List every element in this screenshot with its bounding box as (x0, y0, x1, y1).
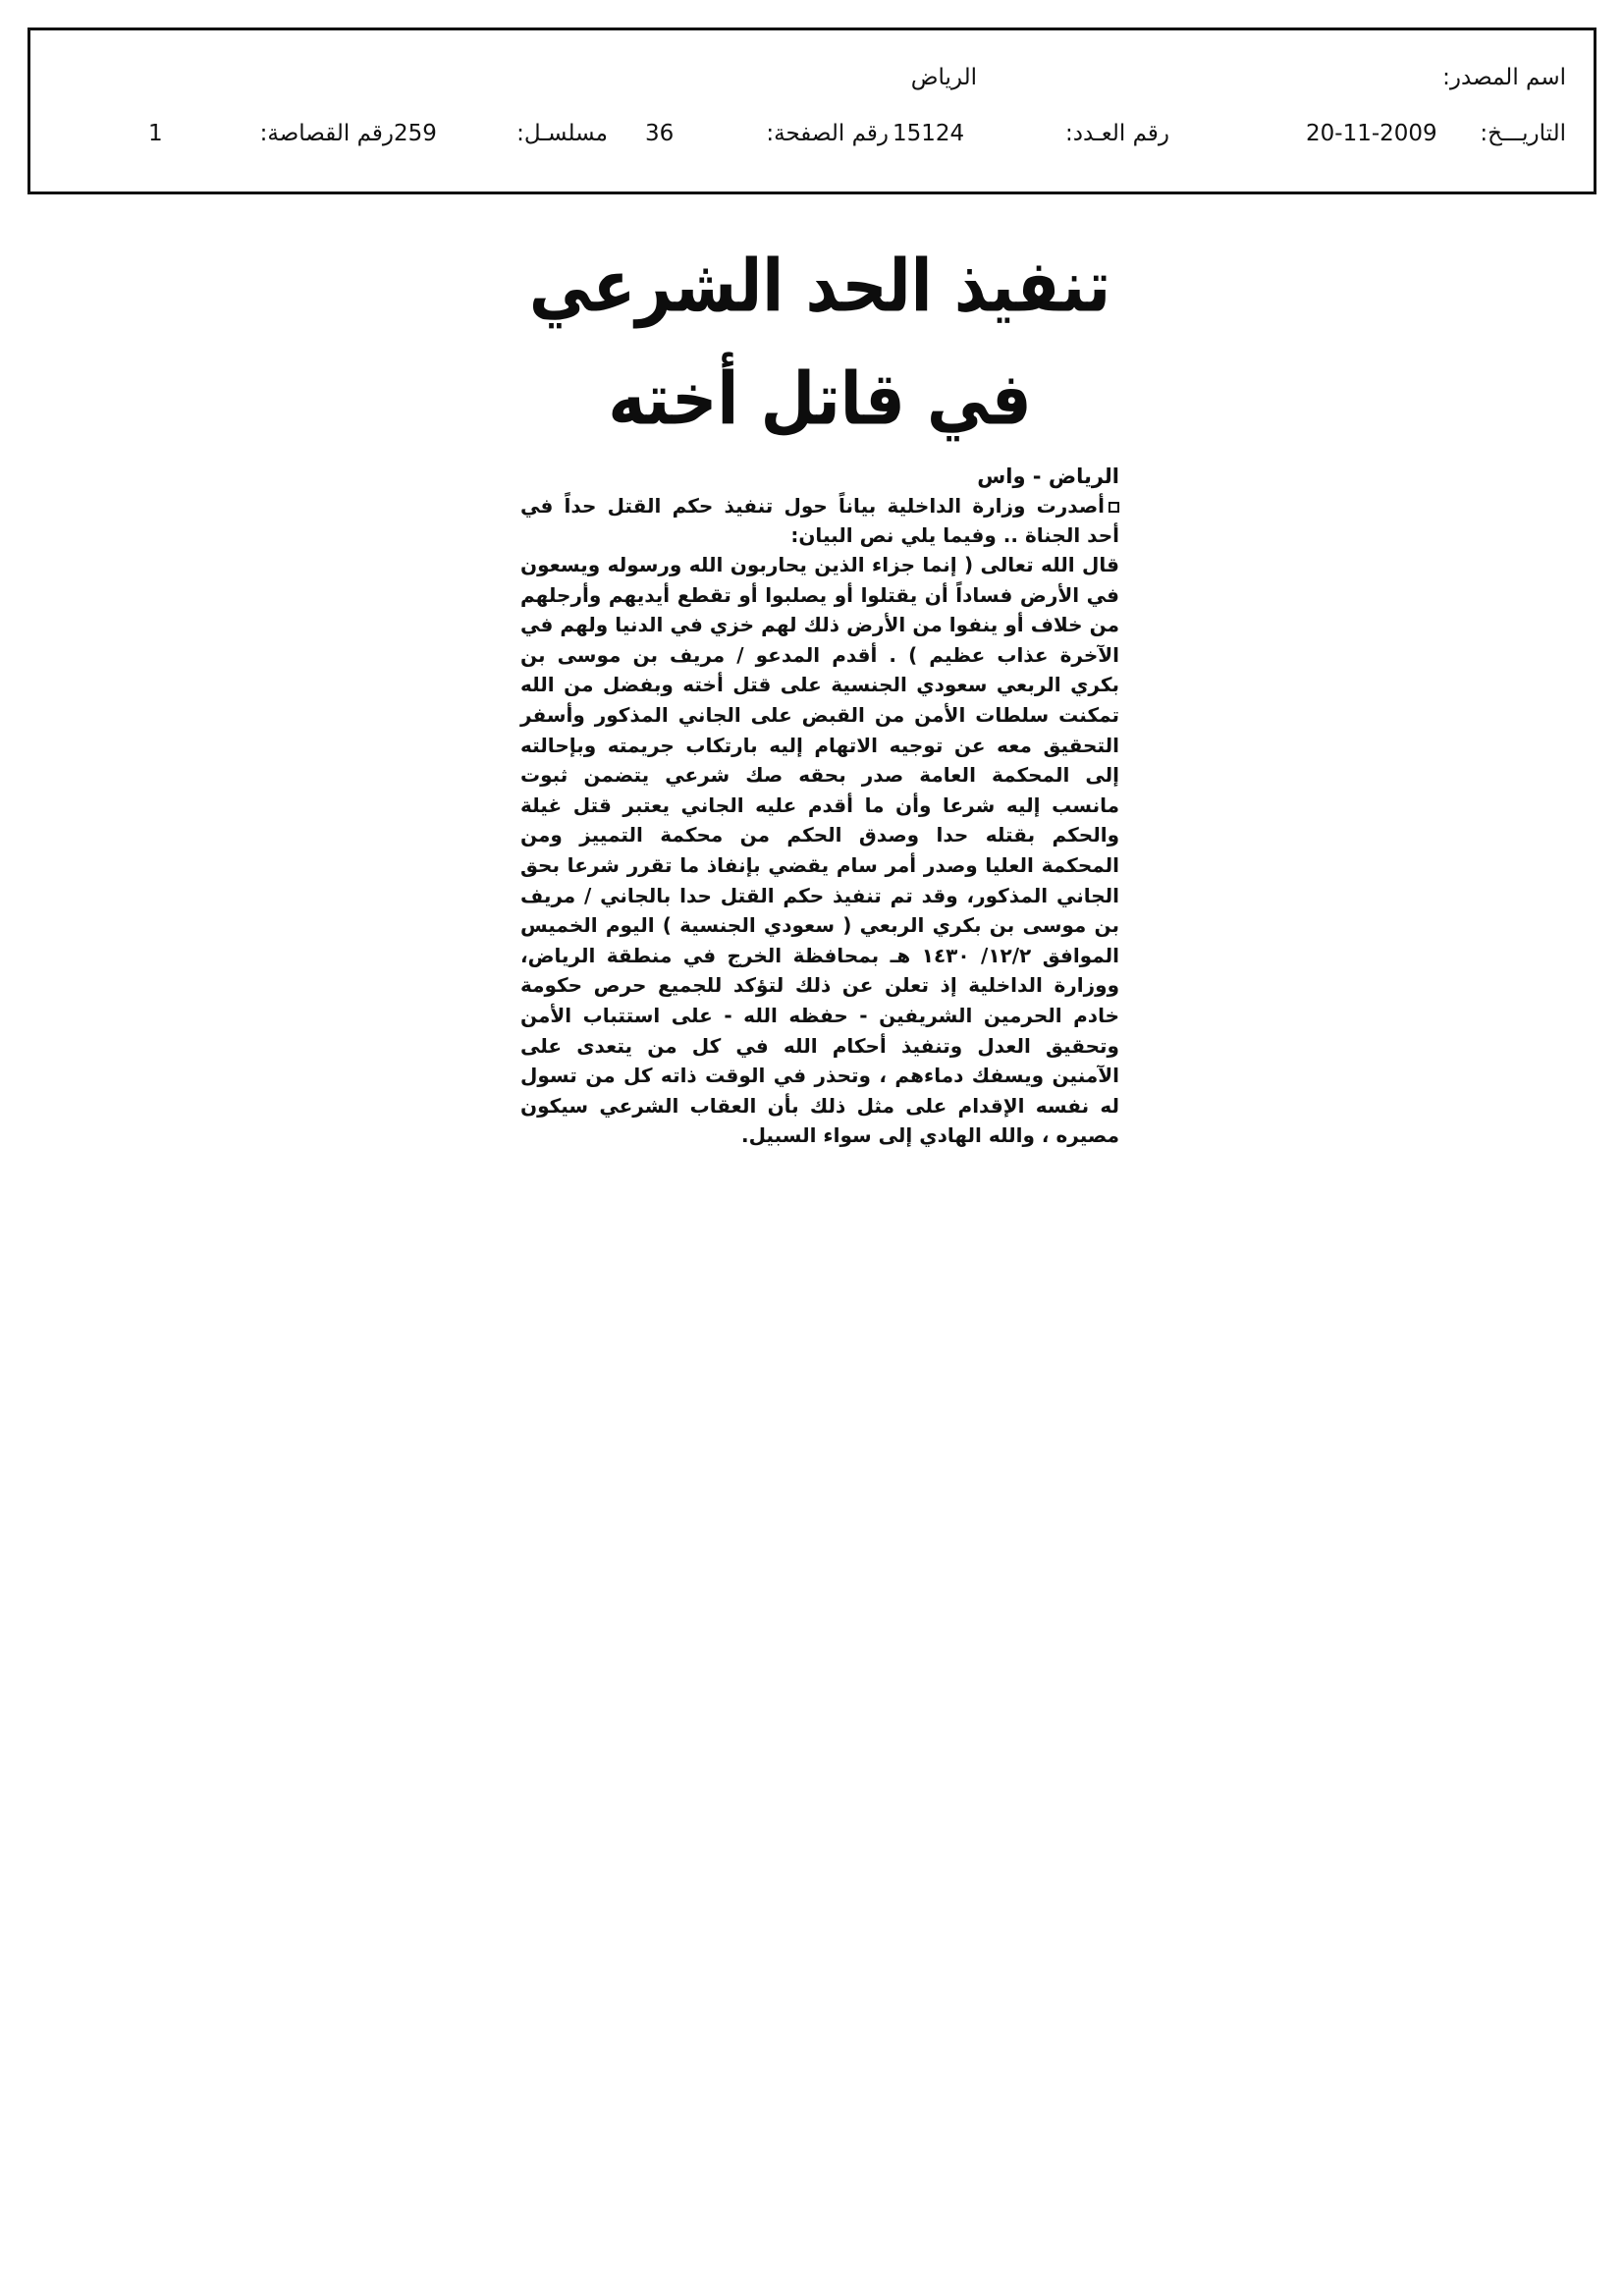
source-label: اسم المصدر: (1442, 65, 1566, 90)
square-bullet-icon (1109, 502, 1119, 513)
article-dateline: الرياض - واس (977, 465, 1119, 488)
article-headline: تنفيذ الحد الشرعي في قاتل أخته (528, 245, 1111, 443)
article-lead (520, 491, 1119, 550)
article-lead-text: أصدرت وزارة الداخلية بياناً حول تنفيذ حكم القتل حداً في أحد الجناة .. وفيما يلي نص البيان: (520, 494, 1119, 547)
clipping-header (27, 27, 1596, 194)
article-body: قال الله تعالى ( إنما جزاء الذين يحاربون الله ورسوله ويسعون في الأرض فساداً أن يقتلوا أو يصلبوا أو تقطع أيديهم وأرجلهم من خلاف أو ينفوا من الأرض ذلك لهم خزي في الدنيا ولهم في الآخرة عذاب عظيم ) . أقدم المدعو / مريف بن موسى بن بكري الربعي سعودي الجنسية على قتل أخته وبفضل من الله تمكنت سلطات الأمن من القبض على الجاني المذكور وأسفر التحقيق معه عن توجيه الاتهام إليه بارتكاب جريمته وبإحالته إلى المحكمة العامة صدر بحقه صك شرعي يتضمن ثبوت مانسب إليه شرعا وأن ما أقدم عليه الجاني يعتبر قتل غيلة والحكم بقتله حدا وصدق الحكم من محكمة التمييز ومن المحكمة العليا وصدر أمر سام يقضي بإنفاذ ما تقرر شرعا بحق الجاني المذكور، وقد تم تنفيذ حكم القتل حدا بالجاني / مريف بن موسى بن بكري الربعي ( سعودي الجنسية ) اليوم الخميس الموافق ١٢/٢/ ١٤٣٠ هـ بمحافظة الخرج في منطقة الرياض، ووزارة الداخلية إذ تعلن عن ذلك لتؤكد للجميع حرص حكومة خادم الحرمين الشريفين - حفظه الله - على استتباب الأمن وتحقيق العدل وتنفيذ أحكام الله في كل من يتعدى على الآمنين ويسفك دماءهم ، وتحذر في الوقت ذاته كل من تسول له نفسه الإقدام على مثل ذلك بأن العقاب الشرعي سيكون مصيره ، والله الهادي إلى سواء السبيل. (520, 553, 1119, 1148)
serial-label: مسلسـل: (516, 121, 608, 146)
clipping-label: رقم القصاصة: (259, 121, 394, 146)
serial-value: 259 (394, 121, 437, 146)
date-value: 20-11-2009 (1306, 121, 1437, 146)
source-value: الرياض (910, 65, 977, 90)
page-value: 36 (645, 121, 675, 146)
page-label: رقم الصفحة: (766, 121, 889, 146)
clipping-value: 1 (148, 121, 163, 146)
issue-value: 15124 (893, 121, 965, 146)
issue-label: رقم العـدد: (1064, 121, 1169, 146)
news-article (520, 246, 1119, 1151)
date-label: التاريـــخ: (1480, 121, 1566, 146)
